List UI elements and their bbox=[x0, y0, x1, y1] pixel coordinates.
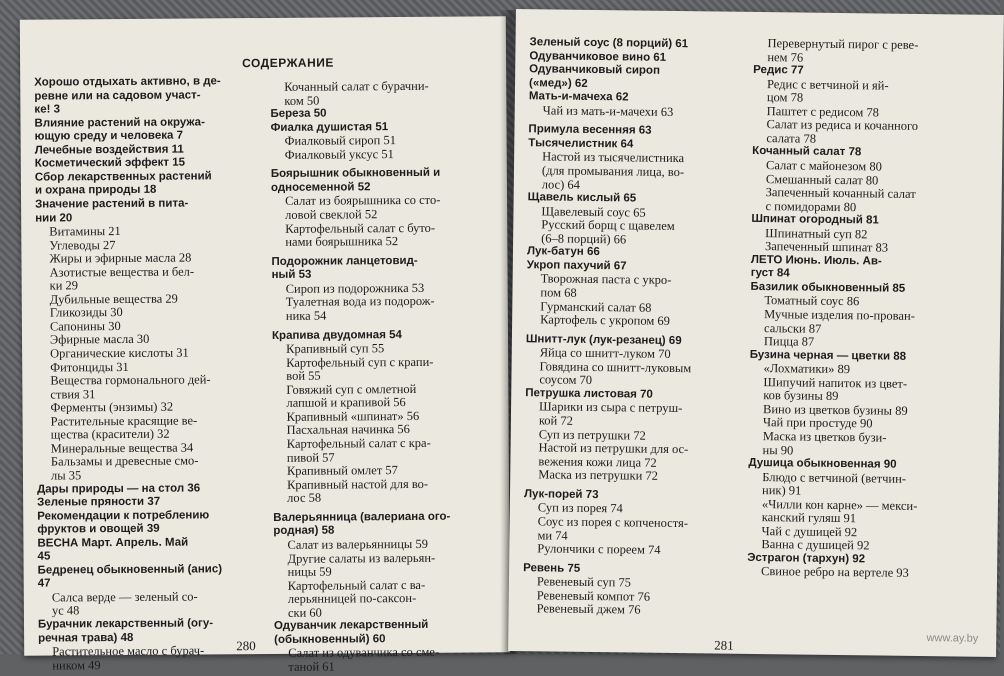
contents-entry: лерьянницей по-саксон- bbox=[287, 591, 417, 607]
contents-entry: речная трава) 48 bbox=[38, 631, 134, 645]
contents-entry: ствия 31 bbox=[50, 386, 96, 402]
page-number-left: 280 bbox=[236, 638, 256, 654]
contents-entry: ник) 91 bbox=[761, 483, 802, 498]
contents-entry: Смешанный салат 80 bbox=[765, 171, 879, 187]
contents-entry: Суп из порея 74 bbox=[537, 500, 623, 516]
contents-entry: Душица обыкновенная 90 bbox=[748, 456, 897, 471]
contents-entry: Шарики из сыра с петруш- bbox=[538, 399, 683, 416]
right-page bbox=[508, 9, 1004, 657]
contents-entry: ницы 59 bbox=[287, 564, 332, 579]
contents-entry: Гурманский салат 68 bbox=[540, 298, 652, 315]
contents-entry: Значение растений в пита- bbox=[35, 197, 189, 211]
contents-entry: Лук-батун 66 bbox=[526, 245, 600, 259]
contents-entry: густ 84 bbox=[750, 267, 790, 280]
contents-entry: ке! 3 bbox=[34, 103, 61, 116]
contents-entry: Базилик обыкновенный 85 bbox=[750, 280, 906, 295]
contents-entry: Вино из цветков бузины 89 bbox=[762, 401, 908, 418]
contents-entry: Ревеневый джем 76 bbox=[536, 601, 641, 617]
contents-entry: Ревеневый компот 76 bbox=[536, 588, 651, 604]
contents-entry: Укроп пахучий 67 bbox=[526, 259, 627, 273]
contents-entry: ков бузины 89 bbox=[763, 388, 839, 404]
contents-entry: Валерьянница (валериана ого- bbox=[273, 510, 451, 524]
left-page bbox=[20, 16, 510, 674]
contents-entry: Шпинатный суп 82 bbox=[765, 225, 868, 242]
contents-entry: Картофельный салат с кра- bbox=[286, 435, 431, 451]
contents-entry: Редис с ветчиной и яй- bbox=[766, 76, 889, 93]
contents-entry: Петрушка листовая 70 bbox=[525, 387, 653, 401]
contents-entry: Косметический эффект 15 bbox=[34, 156, 186, 170]
contents-entry: Влияние растений на окружа- bbox=[34, 116, 205, 130]
contents-entry: ника 54 bbox=[285, 308, 327, 323]
contents-entry: Мучные изделия по-прован- bbox=[764, 307, 915, 323]
contents-entry: ревне или на садовом участ- bbox=[34, 88, 201, 103]
contents-entry: Бурачник лекарственный (огу- bbox=[37, 617, 214, 631]
contents-entry: Зеленый соус (8 порций) 61 bbox=[529, 36, 689, 51]
contents-entry: Мать-и-мачеха 62 bbox=[528, 90, 629, 104]
contents-entry: кой 72 bbox=[538, 413, 574, 428]
contents-entry: Ферменты (энзимы) 32 bbox=[50, 399, 174, 415]
contents-entry: щества (красители) 32 bbox=[50, 426, 170, 442]
contents-entry: лос) 64 bbox=[541, 176, 581, 192]
contents-entry: Щавелевый соус 65 bbox=[541, 204, 646, 220]
contents-entry: Салат из одуванчика со сме- bbox=[288, 645, 440, 661]
contents-entry: Сапонины 30 bbox=[49, 318, 121, 334]
contents-entry: Крапивный «шпинат» 56 bbox=[286, 408, 420, 424]
contents-entry: Дубильные вещества 29 bbox=[49, 291, 178, 307]
contents-entry: пом 68 bbox=[540, 285, 577, 300]
contents-entry: Гликозиды 30 bbox=[49, 305, 123, 320]
contents-entry: Кочанный салат 78 bbox=[752, 145, 862, 159]
contents-entry: Говяжий суп с омлетной bbox=[286, 381, 417, 397]
contents-entry: Ревеневый суп 75 bbox=[536, 574, 632, 590]
contents-entry: Яйца со шнитт-луком 70 bbox=[539, 345, 671, 362]
contents-entry: Запеченный кочанный салат bbox=[765, 185, 916, 201]
contents-entry: ми 74 bbox=[537, 527, 568, 543]
contents-entry: Одуванчиковый сироп bbox=[529, 63, 661, 77]
contents-entry: Томатный соус 86 bbox=[764, 293, 860, 309]
contents-entry: Жиры и эфирные масла 28 bbox=[49, 250, 192, 266]
contents-entry: ВЕСНА Март. Апрель. Май bbox=[37, 536, 189, 550]
contents-entry: Паштет с редисом 78 bbox=[766, 103, 880, 120]
contents-entry: ком 50 bbox=[284, 93, 320, 108]
contents-entry: Лечебные воздействия 11 bbox=[34, 143, 184, 157]
contents-entry: фруктов и овощей 39 bbox=[37, 522, 160, 536]
contents-entry: Крапивный настой для во- bbox=[286, 476, 429, 492]
contents-entry: лапшой и крапивой 56 bbox=[286, 395, 406, 411]
contents-entry: Фиалковый сироп 51 bbox=[284, 133, 397, 149]
contents-entry: Фиалка душистая 51 bbox=[270, 120, 389, 134]
contents-entry: Бузина черная — цветки 88 bbox=[749, 348, 907, 363]
contents-entry: Лук-порей 73 bbox=[523, 488, 599, 501]
contents-entry: («мед») 62 bbox=[528, 76, 588, 90]
contents-entry: Примула весенняя 63 bbox=[528, 123, 652, 138]
contents-entry: родная) 58 bbox=[273, 524, 335, 538]
contents-entry: Туалетная вода из подорож- bbox=[285, 294, 435, 310]
contents-entry: Углеводы 27 bbox=[49, 237, 116, 253]
contents-entry: Одуванчиковое вино 61 bbox=[529, 49, 667, 64]
contents-entry: Картофельный салат с буто- bbox=[285, 220, 436, 236]
contents-entry: ус 48 bbox=[51, 603, 80, 618]
contents-entry: Рулончики с пореем 74 bbox=[537, 541, 661, 557]
contents-entry: и охрана природы 18 bbox=[34, 184, 157, 197]
contents-title: СОДЕРЖАНИЕ bbox=[242, 55, 334, 71]
contents-entry: Береза 50 bbox=[270, 107, 327, 121]
contents-entry: Зеленые пряности 37 bbox=[37, 495, 161, 509]
contents-entry: Творожная паста с укро- bbox=[540, 271, 672, 288]
contents-entry: Дары природы — на стол 36 bbox=[37, 481, 201, 496]
contents-entry: ловой свеклой 52 bbox=[285, 207, 378, 222]
contents-entry: Салат из боярышника со сто- bbox=[285, 193, 441, 209]
contents-entry: лы 35 bbox=[50, 468, 82, 483]
contents-entry: Эфирные масла 30 bbox=[49, 332, 150, 347]
contents-entry: ником 49 bbox=[52, 657, 101, 673]
contents-entry: Ревень 75 bbox=[523, 561, 581, 575]
contents-entry: Витамины 21 bbox=[49, 224, 121, 239]
contents-entry: Вещества гормонального дей- bbox=[50, 372, 211, 388]
contents-entry: 47 bbox=[37, 577, 51, 590]
contents-entry: Маска из цветков бузи- bbox=[762, 429, 887, 445]
contents-entry: (для промывания лица, во- bbox=[541, 163, 685, 180]
contents-entry: Растительное масло с бурач- bbox=[52, 643, 205, 659]
contents-entry: Растительные красящие ве- bbox=[50, 413, 198, 429]
contents-entry: сальски 87 bbox=[763, 320, 822, 336]
contents-entry: Бальзамы и древесные смо- bbox=[50, 453, 199, 469]
contents-entry: 45 bbox=[37, 550, 51, 563]
contents-entry: Запеченный шпинат 83 bbox=[764, 239, 889, 255]
contents-entry: Шипучий напиток из цвет- bbox=[763, 374, 908, 391]
contents-entry: Настой из тысячелистника bbox=[542, 149, 685, 166]
contents-entry: односеменной 52 bbox=[270, 181, 371, 194]
contents-entry: Тысячелистник 64 bbox=[528, 137, 634, 151]
contents-entry: Говядина со шнитт-луковым bbox=[539, 359, 692, 376]
contents-entry: таной 61 bbox=[288, 659, 335, 674]
contents-entry: Органические кислоты 31 bbox=[50, 345, 189, 361]
contents-entry: вежения кожи лица 72 bbox=[538, 454, 657, 470]
contents-entry: Блюдо с ветчиной (ветчин- bbox=[762, 469, 907, 486]
contents-entry: Крапивный омлет 57 bbox=[286, 463, 398, 478]
contents-entry: Соус из порея с копченостя- bbox=[537, 514, 689, 531]
contents-entry: Салса верде — зеленый со- bbox=[51, 589, 198, 605]
contents-entry: ный 53 bbox=[271, 269, 312, 282]
contents-entry: Фитонциды 31 bbox=[50, 359, 129, 375]
contents-entry: Картофельный суп с крапи- bbox=[286, 354, 434, 370]
contents-entry: Чай с душицей 92 bbox=[761, 523, 858, 540]
contents-entry: Крапива двудомная 54 bbox=[271, 328, 402, 342]
contents-entry: Редис 77 bbox=[753, 64, 804, 77]
contents-entry: Бедренец обыкновенный (анис) bbox=[37, 563, 223, 577]
contents-entry: Другие салаты из валерьян- bbox=[287, 550, 436, 566]
contents-entry: Кочанный салат с бурачни- bbox=[284, 78, 429, 94]
contents-entry: Свиное ребро на вертеле 93 bbox=[761, 564, 909, 581]
contents-entry: ски 60 bbox=[287, 605, 322, 620]
page-number-right: 281 bbox=[714, 637, 734, 653]
contents-entry: Картофель с укропом 69 bbox=[540, 312, 671, 329]
contents-entry: Маска из петрушки 72 bbox=[538, 467, 659, 484]
contents-entry: Чай при простуде 90 bbox=[762, 415, 873, 431]
contents-entry: пивой 57 bbox=[286, 450, 335, 465]
contents-entry: ющую среду и человека 7 bbox=[34, 129, 184, 143]
contents-entry: Эстрагон (тархун) 92 bbox=[747, 551, 866, 566]
contents-entry: «Лохматики» 89 bbox=[763, 361, 851, 377]
contents-entry: Шнитт-лук (лук-резанец) 69 bbox=[525, 332, 682, 347]
contents-entry: Картофельный салат с ва- bbox=[287, 577, 426, 593]
watermark: www.ay.by bbox=[926, 632, 979, 645]
contents-entry: с помидорами 80 bbox=[765, 198, 857, 214]
contents-entry: нии 20 bbox=[35, 211, 73, 225]
contents-entry: Перевернутый пирог с реве- bbox=[767, 36, 919, 52]
contents-entry: Чай из мать-и-мачехи 63 bbox=[542, 103, 674, 119]
contents-entry: Ванна с душицей 92 bbox=[761, 537, 870, 553]
contents-entry: (6–8 порций) 66 bbox=[541, 231, 627, 247]
contents-entry: Сироп из подорожника 53 bbox=[285, 280, 425, 296]
contents-entry: Салат из валерьянницы 59 bbox=[287, 536, 428, 552]
contents-entry: (обыкновенный) 60 bbox=[274, 632, 386, 646]
contents-entry: Шпинат огородный 81 bbox=[751, 213, 879, 227]
contents-entry: Рекомендации к потреблению bbox=[37, 508, 210, 523]
contents-entry: Минеральные вещества 34 bbox=[50, 440, 194, 456]
contents-entry: Одуванчик лекарственный bbox=[273, 619, 429, 633]
contents-entry: Суп из петрушки 72 bbox=[538, 426, 646, 443]
contents-entry: соусом 70 bbox=[539, 372, 593, 388]
contents-entry: салата 78 bbox=[766, 130, 817, 146]
contents-entry: Азотистые вещества и бел- bbox=[49, 264, 195, 280]
contents-entry: Салат с майонезом 80 bbox=[765, 158, 882, 174]
contents-entry: Сбор лекарственных растений bbox=[34, 170, 212, 184]
contents-entry: Щавель кислый 65 bbox=[527, 191, 637, 205]
contents-entry: Фиалковый уксус 51 bbox=[284, 146, 394, 162]
contents-entry: вой 55 bbox=[286, 368, 321, 384]
contents-entry: канский гуляш 91 bbox=[761, 510, 857, 526]
contents-entry: Пасхальная начинка 56 bbox=[286, 422, 410, 438]
contents-entry: Подорожник ланцетовид- bbox=[271, 254, 418, 268]
contents-entry: ки 29 bbox=[49, 278, 79, 293]
contents-entry: Хорошо отдыхать активно, в де- bbox=[34, 75, 221, 89]
contents-entry: лос 58 bbox=[287, 490, 322, 506]
contents-entry: Боярышник обыкновенный и bbox=[270, 167, 441, 181]
contents-entry: нами боярышника 52 bbox=[285, 234, 399, 249]
contents-entry: цом 78 bbox=[766, 90, 804, 105]
contents-entry: ны 90 bbox=[762, 442, 794, 457]
contents-entry: нем 76 bbox=[767, 49, 804, 65]
contents-entry: Пицца 87 bbox=[763, 334, 815, 349]
contents-entry: Крапивный суп 55 bbox=[286, 341, 385, 357]
contents-entry: ЛЕТО Июнь. Июль. Ав- bbox=[750, 253, 882, 268]
contents-entry: Салат из редиса и кочанного bbox=[766, 117, 919, 134]
contents-entry: «Чилли кон карне» — мекси- bbox=[761, 496, 918, 513]
contents-entry: Настой из петрушки для ос- bbox=[538, 440, 689, 457]
contents-entry: Русский борщ с щавелем bbox=[541, 217, 675, 234]
